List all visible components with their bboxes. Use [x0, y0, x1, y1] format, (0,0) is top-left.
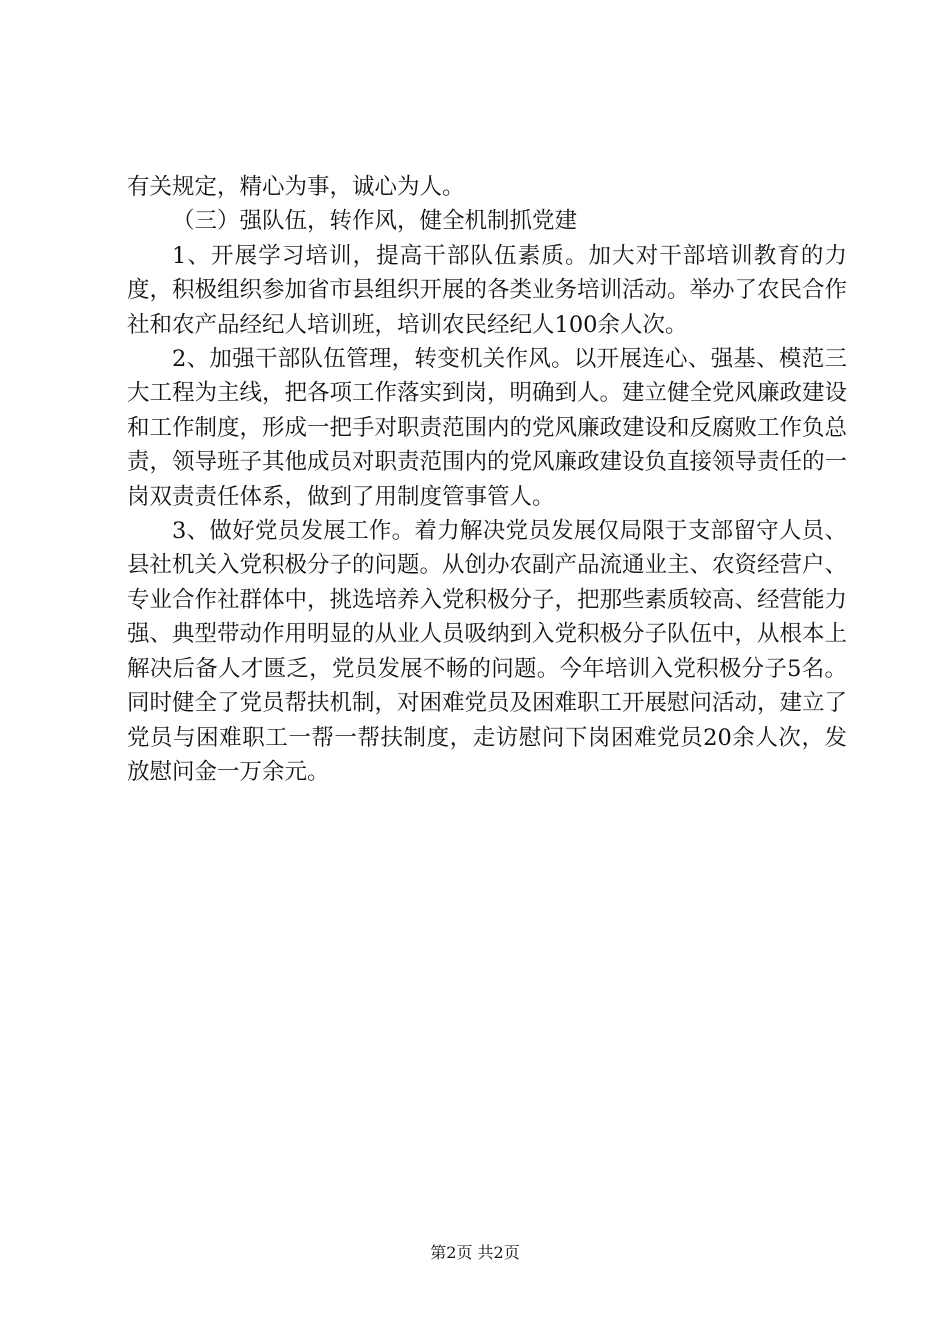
paragraph-continuation: 有关规定，精心为事，诚心为人。 — [127, 174, 465, 200]
page-footer: 第2页 共2页 — [430, 1243, 520, 1262]
paragraph-member-development: 3、做好党员发展工作。着力解决党员发展仅局限于支部留守人员、县社机关入党积极分子的问题。从创办农副产品流通业主、农资经营户、专业合作社群体中，挑选培养入党积极分子，把那些素质较高、经营能力强、典型带动作用明显的从业人员吸纳到入党积极分子队伍中，从根本上解决后备人才匮乏，党员发展不畅的问题。今年培训入党积极分子5名。同时健全了党员帮扶机制，对困难党员及困难职工开展慰问活动，建立了党员与困难职工一帮一帮扶制度，走访慰问下岗困难党员20余人次，发放慰问金一万余元。 — [127, 518, 848, 785]
document-body — [127, 170, 847, 789]
section-heading: （三）强队伍，转作风，健全机制抓党建 — [172, 208, 578, 235]
paragraph-management: 2、加强干部队伍管理，转变机关作风。以开展连心、强基、模范三大工程为主线，把各项工作落实到岗，明确到人。建立健全党风廉政建设和工作制度，形成一把手对职责范围内的党风廉政建设和反腐败工作负总责，领导班子其他成员对职责范围内的党风廉政建设负直接领导责任的一岗双责责任体系，做到了用制度管事管人。 — [127, 346, 848, 510]
paragraph-training: 1、开展学习培训，提高干部队伍素质。加大对干部培训教育的力度，积极组织参加省市县组织开展的各类业务培训活动。举办了农民合作社和农产品经纪人培训班，培训农民经纪人100余人次。 — [127, 242, 848, 338]
